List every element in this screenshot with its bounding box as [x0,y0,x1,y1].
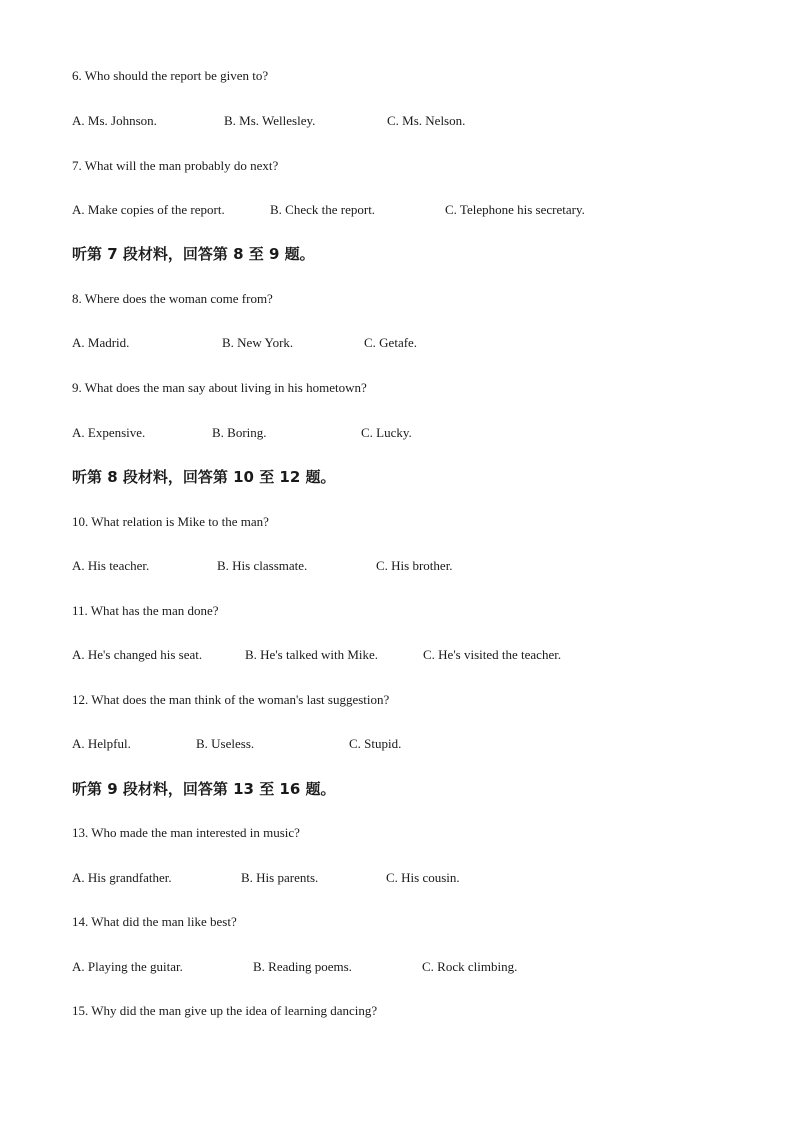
question-text: 7. What will the man probably do next? [72,158,279,173]
answer-option: B. His classmate. [217,558,308,573]
answer-option: C. His cousin. [386,870,460,885]
answer-option: B. Reading poems. [253,959,352,974]
answer-option: C. Rock climbing. [422,959,518,974]
answer-option: A. His teacher. [72,558,150,573]
question-text: 12. What does the man think of the woman's last suggestion? [72,692,390,707]
question-text: 14. What did the man like best? [72,914,237,929]
answer-option: C. Ms. Nelson. [387,113,466,128]
answer-option: A. Playing the guitar. [72,959,183,974]
question-text: 13. Who made the man interested in music? [72,825,300,840]
question-text: 8. Where does the woman come from? [72,291,273,306]
section-heading: 听第 8 段材料，回答第 10 至 12 题。 [72,468,336,486]
question-text: 11. What has the man done? [72,603,219,618]
answer-option: A. His grandfather. [72,870,172,885]
answer-option: C. His brother. [376,558,453,573]
answer-option: C. Stupid. [349,736,402,751]
section-heading: 听第 9 段材料，回答第 13 至 16 题。 [72,780,336,798]
answer-option: B. His parents. [241,870,319,885]
answer-option: B. Boring. [212,425,267,440]
answer-option: C. He's visited the teacher. [423,647,562,662]
question-text: 15. Why did the man give up the idea of learning dancing? [72,1003,378,1018]
answer-option: A. Helpful. [72,736,131,751]
section-heading: 听第 7 段材料，回答第 8 至 9 题。 [72,245,315,263]
question-text: 6. Who should the report be given to? [72,68,269,83]
answer-option: A. Ms. Johnson. [72,113,157,128]
answer-option: A. Madrid. [72,335,130,350]
question-text: 10. What relation is Mike to the man? [72,514,269,529]
answer-option: B. Useless. [196,736,255,751]
answer-option: C. Lucky. [361,425,412,440]
answer-option: A. Make copies of the report. [72,202,225,217]
answer-option: A. Expensive. [72,425,146,440]
answer-option: B. He's talked with Mike. [245,647,379,662]
answer-option: B. New York. [222,335,294,350]
answer-option: B. Check the report. [270,202,376,217]
answer-option: A. He's changed his seat. [72,647,203,662]
answer-option: C. Telephone his secretary. [445,202,585,217]
answer-option: B. Ms. Wellesley. [224,113,316,128]
question-text: 9. What does the man say about living in his hometown? [72,380,367,395]
answer-option: C. Getafe. [364,335,418,350]
